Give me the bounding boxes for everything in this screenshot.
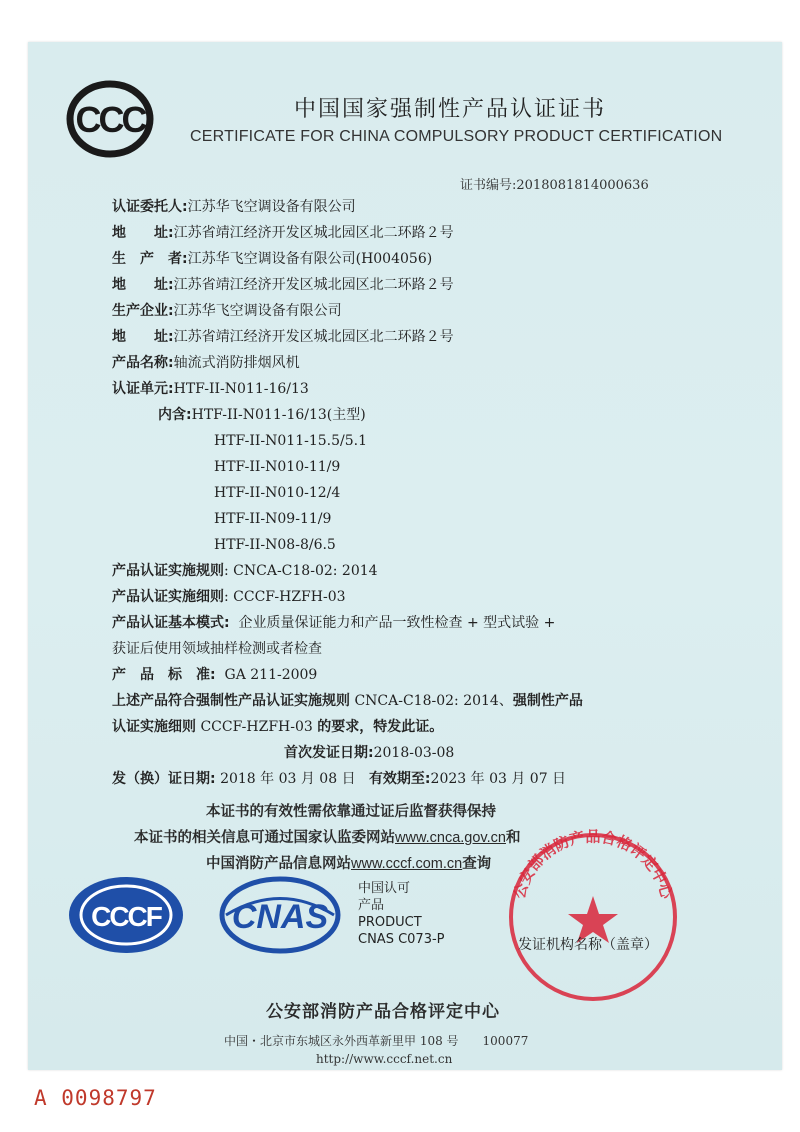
official-seal-icon [498,822,688,1012]
issuing-center-website[interactable]: http://www.cccf.net.cn [316,1052,453,1066]
cnas-line: 产品 [358,898,385,913]
cert-unit-row [112,382,309,396]
standard-label: 产 品 标 准: [112,667,216,683]
client-label: 认证委托人: [112,199,188,215]
fire-info-notice [206,852,491,873]
factory-address-label: 地 址: [112,329,174,345]
title-en: CERTIFICATE FOR CHINA COMPULSORY PRODUCT CERTIFICATION [190,128,723,145]
contains-label: 内含: [158,407,192,423]
producer-row [112,252,432,266]
reissue-label: 发（换）证日期: [112,771,216,787]
model-item: HTF-II-N010-12/4 [214,485,341,501]
factory-row [112,304,342,318]
product-name-label: 产品名称: [112,355,174,371]
ccc-logo-icon [66,80,154,158]
serial-number: A 0098797 [34,1086,157,1110]
statement-text: 的要求，特发此证。 [317,719,444,735]
factory-address-value: 江苏省靖江经济开发区城北园区北二环路２号 [173,329,454,345]
seal-ring-text: 公安部消防产品合格评定中心 [510,827,676,901]
statement-rule: CNCA-C18-02: 2014、 [354,693,513,709]
client-address-row [112,226,454,240]
impl-detail-value: : CCCF-HZFH-03 [224,589,346,605]
client-address-value: 江苏省靖江经济开发区城北园区北二环路２号 [173,225,454,241]
cnas-logo-text: CNAS [231,898,329,936]
cert-unit-label: 认证单元: [112,381,174,397]
reissue-date: 2018 年 03 月 08 日 [220,771,356,787]
certificate-number [460,174,649,193]
svg-text:公安部消防产品合格评定中心 [510,828,676,902]
impl-rule-label: 产品认证实施规则 [112,563,224,579]
certificate-sheet [28,42,782,1070]
cnas-logo-icon [216,874,344,956]
first-issue-label: 首次发证日期: [284,745,374,761]
info-notice-text: 本证书的相关信息可通过国家认监委网站 [134,830,395,846]
cert-no-label: 证书编号: [460,178,517,193]
cnas-accreditation-text [358,880,445,948]
issuing-center-address: 中国・北京市东城区永外西革新里甲 108 号 100077 [224,1034,529,1048]
client-value: 江苏华飞空调设备有限公司 [187,199,356,215]
info-notice [134,826,520,847]
valid-until-label: 有效期至: [368,771,431,787]
valid-until-date: 2023 年 03 月 07 日 [430,771,567,787]
producer-address-label: 地 址: [112,277,174,293]
issuing-center-name: 公安部消防产品合格评定中心 [266,1002,500,1022]
factory-address-row [112,330,454,344]
model-item: HTF-II-N011-16/13(主型) [191,407,366,423]
basic-mode-value: 企业质量保证能力和产品一致性检查 + 型式试验 + [238,615,556,631]
producer-address-value: 江苏省靖江经济开发区城北园区北二环路２号 [173,277,454,293]
producer-address-row [112,278,454,292]
cccf-link[interactable]: www.cccf.com.cn [351,856,463,872]
first-issue-row [284,746,454,760]
title-cn: 中国国家强制性产品认证证书 [294,97,607,122]
fire-info-text: 查询 [462,856,492,872]
impl-rule-row [112,564,378,578]
basic-mode-row [112,616,555,630]
cnas-line: CNAS C073-P [358,932,445,947]
statement-line-1 [112,694,583,708]
statement-text: 上述产品符合强制性产品认证实施规则 [112,693,350,709]
info-notice-text: 和 [505,830,521,846]
producer-value: 江苏华飞空调设备有限公司(H004056) [187,251,433,267]
fire-info-text: 中国消防产品信息网站 [206,856,351,872]
product-name-row [112,356,300,370]
client-row [112,200,356,214]
issuing-body-note: 发证机构名称（盖章） [518,937,658,953]
cccf-logo-icon [66,874,186,956]
basic-mode-label: 产品认证基本模式: [112,615,230,631]
factory-label: 生产企业: [112,303,174,319]
product-name-value: 轴流式消防排烟风机 [173,355,300,371]
statement-line-2 [112,720,443,734]
ccc-logo-text: CCC [75,99,145,140]
basic-mode-value-cont: 获证后使用领域抽样检测或者检查 [112,641,322,657]
impl-detail-label: 产品认证实施细则 [112,589,224,605]
cnas-line: 中国认可 [358,881,411,896]
cert-unit-value: HTF-II-N011-16/13 [173,381,309,397]
first-issue-date: 2018-03-08 [373,745,455,761]
impl-rule-value: : CNCA-C18-02: 2014 [224,563,378,579]
standard-value: GA 211-2009 [224,667,318,683]
model-item: HTF-II-N010-11/9 [214,459,341,475]
issue-valid-row [112,772,566,786]
statement-text: 强制性产品 [512,693,583,709]
impl-detail-row [112,590,346,604]
client-address-label: 地 址: [112,225,174,241]
factory-value: 江苏华飞空调设备有限公司 [173,303,342,319]
model-item: HTF-II-N08-8/6.5 [214,537,336,553]
cnca-link[interactable]: www.cnca.gov.cn [395,830,506,846]
standard-row [112,668,317,682]
statement-detail: CCCF-HZFH-03 [200,719,313,735]
contains-row [158,408,366,422]
cnas-line: PRODUCT [358,915,422,930]
cert-no-value: 2018081814000636 [516,178,649,193]
model-item: HTF-II-N09-11/9 [214,511,332,527]
producer-label: 生 产 者: [112,251,188,267]
statement-text: 认证实施细则 [112,719,196,735]
model-item: HTF-II-N011-15.5/5.1 [214,433,368,449]
cccf-logo-text: CCCF [91,901,161,932]
validity-notice: 本证书的有效性需依靠通过证后监督获得保持 [206,804,496,820]
